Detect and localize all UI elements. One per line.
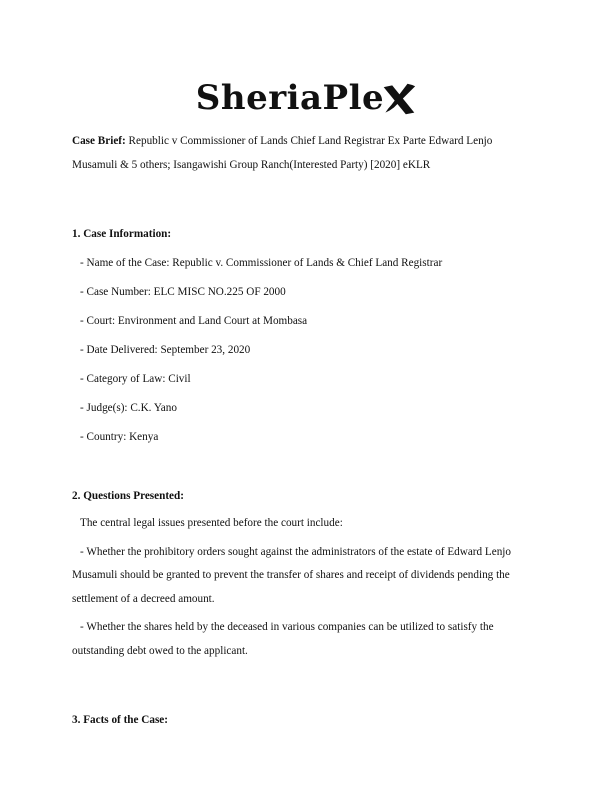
case-information-list (72, 249, 540, 452)
question-item: - Whether the shares held by the deceased in various companies can be utilized to satisfy the outstanding debt owed to the applicant. (72, 621, 494, 657)
logo-wordmark (196, 80, 416, 116)
case-brief (72, 130, 540, 177)
date-delivered: - Date Delivered: September 23, 2020 (80, 343, 251, 356)
section-heading-case-information: 1. Case Information: (72, 228, 172, 240)
case-number: - Case Number: ELC MISC NO.225 OF 2000 (80, 285, 286, 298)
court: - Court: Environment and Land Court at Mombasa (80, 314, 308, 327)
logo-text: SheriaPle (195, 78, 385, 118)
category-of-law: - Category of Law: Civil (80, 372, 191, 385)
section-heading-facts-of-the-case: 3. Facts of the Case: (72, 714, 169, 726)
case-brief-label: Case Brief: (72, 135, 126, 147)
case-brief-text: Republic v Commissioner of Lands Chief Land Registrar Ex Parte Edward Lenjo Musamuli & 5 others; Isangawishi Group Ranch(Interested Party) [2020] eKLR (72, 135, 493, 171)
question-item: - Whether the prohibitory orders sought against the administrators of the estate of Edward Lenjo Musamuli should be granted to prevent the transfer of shares and receipt of dividends pending the settlement of a decreed amount. (72, 545, 512, 605)
questions-intro: The central legal issues presented before the court include: (80, 517, 343, 529)
judges: - Judge(s): C.K. Yano (80, 401, 177, 414)
country: - Country: Kenya (80, 430, 159, 443)
x-mark-icon (382, 82, 416, 116)
logo (0, 70, 612, 126)
document-body (72, 130, 540, 733)
case-name: - Name of the Case: Republic v. Commissioner of Lands & Chief Land Registrar (80, 256, 443, 269)
section-heading-questions-presented: 2. Questions Presented: (72, 489, 184, 502)
